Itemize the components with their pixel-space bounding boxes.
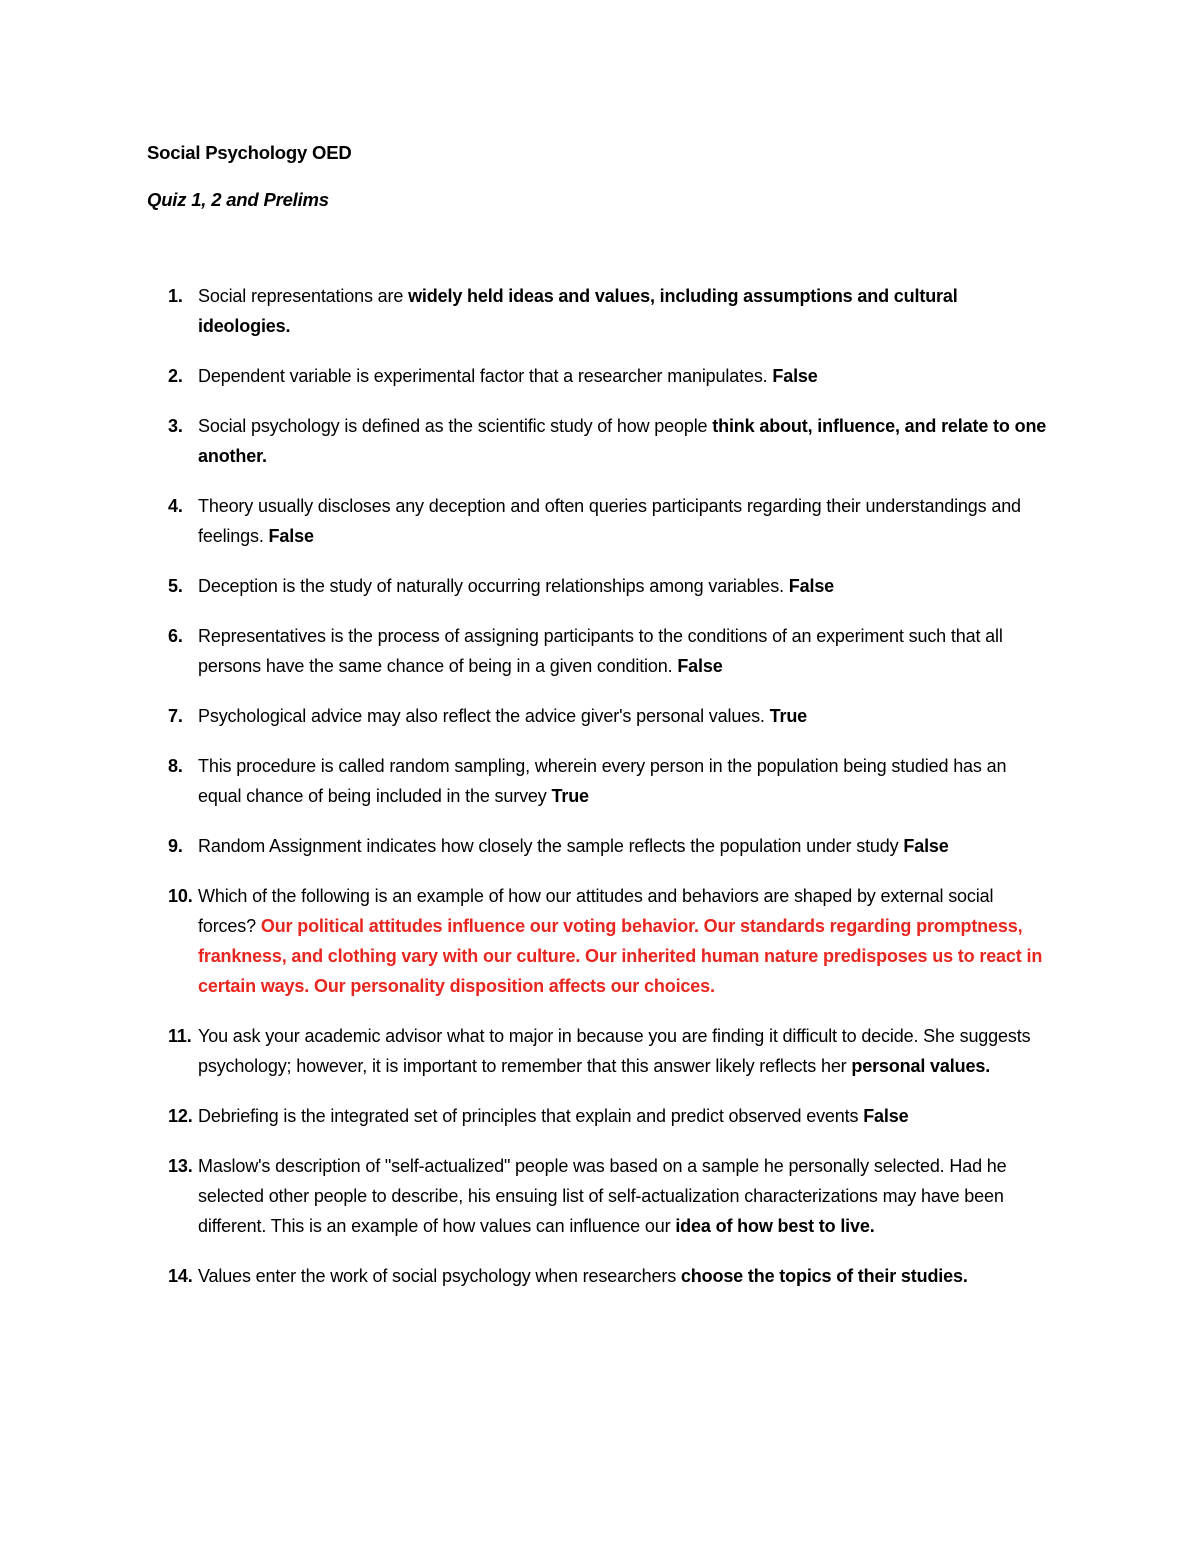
question-number: 9. bbox=[168, 836, 183, 856]
answer-text: personal values. bbox=[851, 1056, 991, 1076]
question-item-10 bbox=[0, 881, 1048, 1001]
answer-text: False bbox=[677, 656, 723, 676]
question-number: 7. bbox=[168, 706, 183, 726]
answer-text: think about, influence, and relate to one another. bbox=[198, 416, 1047, 466]
question-item-8 bbox=[0, 751, 1048, 811]
question-number: 8. bbox=[168, 756, 183, 776]
answer-text: False bbox=[772, 366, 818, 386]
question-item-14 bbox=[0, 1261, 1048, 1291]
question-text: You ask your academic advisor what to major in because you are finding it difficult to decide. She suggests psychology; however, it is important to remember that this answer likely reflects her bbox=[198, 1026, 1031, 1076]
answer-text: False bbox=[268, 526, 314, 546]
question-text: Psychological advice may also reflect the advice giver's personal values. bbox=[198, 706, 770, 726]
question-number: 12. bbox=[168, 1106, 193, 1126]
question-item-7 bbox=[0, 701, 1048, 731]
question-text: Maslow's description of "self-actualized" people was based on a sample he personally selected. Had he selected other people to describe, his ensuing list of self-actualization characterizations may have been different. This is an example of how values can influence our bbox=[198, 1156, 1007, 1236]
question-item-3 bbox=[0, 411, 1048, 471]
answer-text: widely held ideas and values, including assumptions and cultural ideologies. bbox=[198, 286, 958, 336]
question-text: Social representations are bbox=[198, 286, 409, 306]
question-text: Theory usually discloses any deception and often queries participants regarding their understandings and feelings. bbox=[198, 496, 1021, 546]
question-text: Random Assignment indicates how closely the sample reflects the population under study bbox=[198, 836, 904, 856]
question-item-1 bbox=[0, 281, 1048, 341]
question-number: 5. bbox=[168, 576, 183, 596]
answer-text: False bbox=[903, 836, 949, 856]
question-item-11 bbox=[0, 1021, 1048, 1081]
question-number: 10. bbox=[168, 886, 193, 906]
question-text: Social psychology is defined as the scientific study of how people bbox=[198, 416, 713, 436]
answer-text: True bbox=[551, 786, 589, 806]
document-subtitle: Quiz 1, 2 and Prelims bbox=[147, 189, 329, 210]
answer-text: choose the topics of their studies. bbox=[680, 1266, 968, 1286]
question-text: Representatives is the process of assigning participants to the conditions of an experiment such that all persons have the same chance of being in a given condition. bbox=[198, 626, 1003, 676]
answer-text: True bbox=[769, 706, 808, 726]
question-number: 2. bbox=[168, 366, 183, 386]
question-text: Which of the following is an example of how our attitudes and behaviors are shaped by external social forces? bbox=[198, 886, 994, 936]
question-item-2 bbox=[0, 361, 1048, 391]
question-number: 14. bbox=[168, 1266, 193, 1286]
question-text: Debriefing is the integrated set of principles that explain and predict observed events bbox=[198, 1106, 864, 1126]
answer-text: idea of how best to live. bbox=[675, 1216, 875, 1236]
question-list bbox=[0, 281, 1200, 1311]
question-item-4 bbox=[0, 491, 1048, 551]
question-number: 1. bbox=[168, 286, 183, 306]
question-item-9 bbox=[0, 831, 1048, 861]
answer-text-highlighted: Our political attitudes influence our voting behavior. Our standards regarding promptness, frankness, and clothing vary with our culture. Our inherited human nature predisposes us to react in certain ways. Our personality disposition affects our choices. bbox=[198, 916, 1043, 996]
question-text: Deception is the study of naturally occurring relationships among variables. bbox=[198, 576, 789, 596]
answer-text: False bbox=[863, 1106, 909, 1126]
answer-text: False bbox=[788, 576, 835, 596]
question-item-13 bbox=[0, 1151, 1048, 1241]
question-number: 13. bbox=[168, 1156, 193, 1176]
question-number: 4. bbox=[168, 496, 183, 516]
question-text: This procedure is called random sampling, wherein every person in the population being studied has an equal chance of being included in the survey bbox=[198, 756, 1007, 806]
question-number: 11. bbox=[168, 1026, 192, 1046]
question-text: Values enter the work of social psychology when researchers bbox=[198, 1266, 681, 1286]
question-number: 3. bbox=[168, 416, 183, 436]
question-item-6 bbox=[0, 621, 1048, 681]
question-item-12 bbox=[0, 1101, 1048, 1131]
question-text: Dependent variable is experimental factor that a researcher manipulates. bbox=[198, 366, 773, 386]
question-number: 6. bbox=[168, 626, 183, 646]
question-item-5 bbox=[0, 571, 1048, 601]
document-title: Social Psychology OED bbox=[147, 142, 352, 163]
